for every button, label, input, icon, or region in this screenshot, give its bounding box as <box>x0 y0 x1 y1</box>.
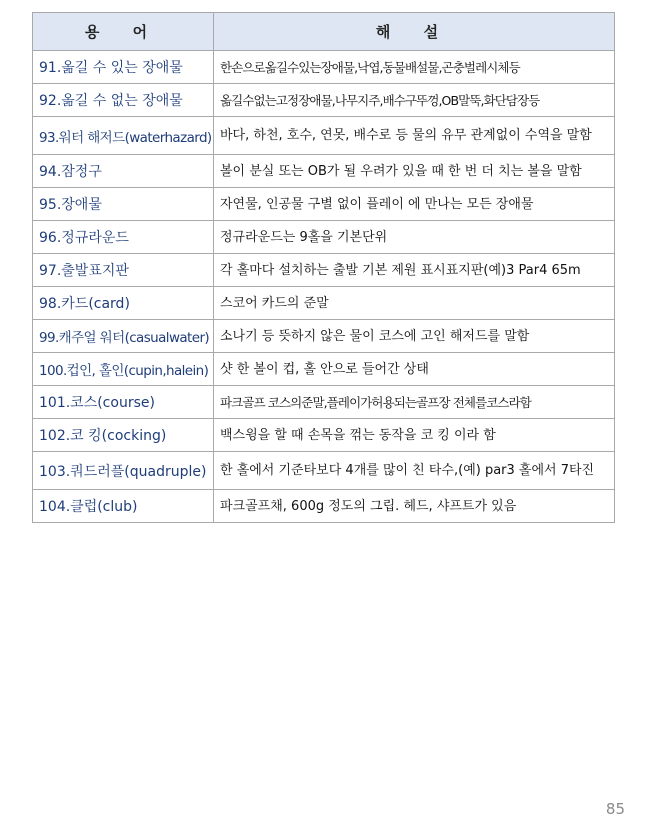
description-cell: 옮길수없는고정장애물,나무지주,배수구뚜껑,OB말뚝,화단담장등 <box>214 84 615 117</box>
table-row <box>33 320 615 353</box>
table-row <box>33 155 615 188</box>
term-cell: 97.출발표지판 <box>33 254 214 287</box>
table-row <box>33 254 615 287</box>
description-cell: 바다, 하천, 호수, 연못, 배수로 등 물의 유무 관계없이 수역을 말함 <box>214 117 615 155</box>
term-cell: 104.클럽(club) <box>33 490 214 523</box>
description-cell: 파크골프 코스의준말,플레이가허용되는골프장 전체를코스라함 <box>214 386 615 419</box>
table-row <box>33 353 615 386</box>
glossary-table <box>32 12 615 523</box>
term-cell: 100.컵인, 홀인(cupin,halein) <box>33 353 214 386</box>
description-cell: 각 홀마다 설치하는 출발 기본 제원 표시표지판(예)3 Par4 65m <box>214 254 615 287</box>
description-cell: 한 홀에서 기준타보다 4개를 많이 친 타수,(예) par3 홀에서 7타진 <box>214 452 615 490</box>
table-row <box>33 287 615 320</box>
table-row <box>33 221 615 254</box>
description-cell: 샷 한 볼이 컵, 홀 안으로 들어간 상태 <box>214 353 615 386</box>
term-cell: 103.쿼드러플(quadruple) <box>33 452 214 490</box>
term-cell: 102.코 킹(cocking) <box>33 419 214 452</box>
table-header-row <box>33 13 615 51</box>
table-row <box>33 51 615 84</box>
description-cell: 정규라운드는 9홀을 기본단위 <box>214 221 615 254</box>
description-cell: 백스윙을 할 때 손목을 꺾는 동작을 코 킹 이라 함 <box>214 419 615 452</box>
term-cell: 95.장애물 <box>33 188 214 221</box>
term-cell: 92.옮길 수 없는 장애물 <box>33 84 214 117</box>
column-header-description: 해 설 <box>214 13 615 51</box>
table-row <box>33 452 615 490</box>
term-cell: 94.잠정구 <box>33 155 214 188</box>
term-cell: 99.캐주얼 워터(casualwater) <box>33 320 214 353</box>
page-number: 85 <box>605 800 625 818</box>
table-row <box>33 386 615 419</box>
term-cell: 101.코스(course) <box>33 386 214 419</box>
column-header-term: 용 어 <box>33 13 214 51</box>
table-row <box>33 117 615 155</box>
table-row <box>33 490 615 523</box>
description-cell: 파크골프채, 600g 정도의 그립. 헤드, 샤프트가 있음 <box>214 490 615 523</box>
description-cell: 스코어 카드의 준말 <box>214 287 615 320</box>
description-cell: 소나기 등 뜻하지 않은 물이 코스에 고인 해저드를 말함 <box>214 320 615 353</box>
description-cell: 자연물, 인공물 구별 없이 플레이 에 만나는 모든 장애물 <box>214 188 615 221</box>
term-cell: 91.옮길 수 있는 장애물 <box>33 51 214 84</box>
term-cell: 98.카드(card) <box>33 287 214 320</box>
table-row <box>33 419 615 452</box>
description-cell: 볼이 분실 또는 OB가 될 우려가 있을 때 한 번 더 치는 볼을 말함 <box>214 155 615 188</box>
term-cell: 96.정규라운드 <box>33 221 214 254</box>
table-row <box>33 84 615 117</box>
table-row <box>33 188 615 221</box>
term-cell: 93.워터 해저드(waterhazard) <box>33 117 214 155</box>
description-cell: 한손으로옮길수있는장애물,낙엽,동물배설물,곤충벌레시체등 <box>214 51 615 84</box>
